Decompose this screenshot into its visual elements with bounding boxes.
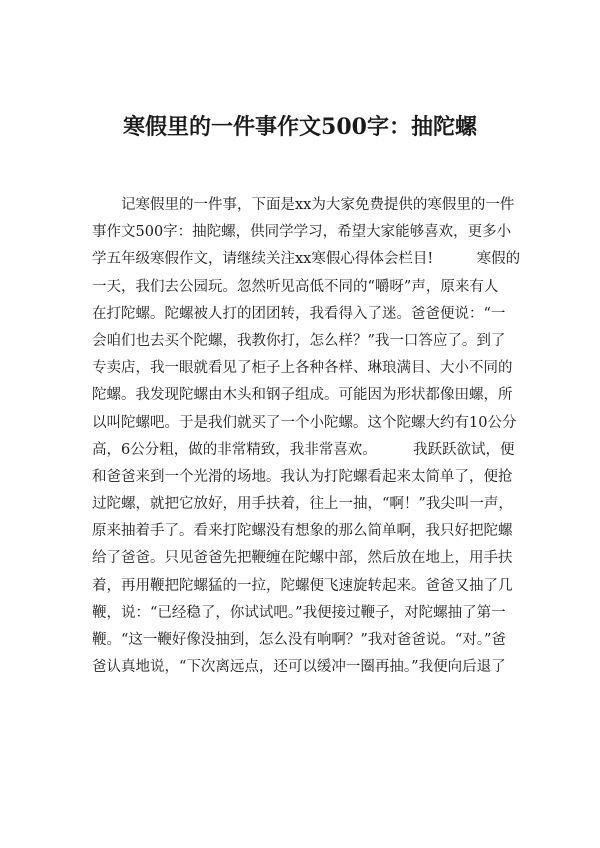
- text-line: 事作文500字：抽陀螺，供同学学习，希望大家能够喜欢，更多小: [92, 224, 512, 241]
- text-line: 高，6公分粗，做的非常精致，我非常喜欢。 我跃跃欲试，便: [92, 441, 515, 458]
- text-line: 鞭。“这一鞭好像没抽到，怎么没有响啊？”我对爸爸说。“对。”爸: [92, 632, 506, 648]
- text-line: 会咱们也去买个陀螺，我教你打，怎么样？”我一口答应了。到了: [92, 332, 506, 349]
- text-line: 以叫陀螺吧。于是我们就买了一个小陀螺。这个陀螺大约有10公分: [92, 414, 517, 431]
- text-line: 和爸爸来到一个光滑的场地。我认为打陀螺看起来太简单了，便抢: [92, 468, 513, 485]
- text-line: 陀螺。我发现陀螺由木头和钢子组成。可能因为形状都像田螺，所: [92, 387, 513, 404]
- text-line: 着，再用鞭把陀螺猛的一拉，陀螺便飞速旋转起来。爸爸又抽了几: [92, 577, 513, 594]
- article-body: [92, 192, 532, 681]
- text-line: 学五年级寒假作文，请继续关注xx寒假心得体会栏目! 寒假的: [92, 251, 521, 268]
- text-line: 一天，我们去公园玩。忽然听见高低不同的“嚼呀”声，原来有人: [92, 278, 499, 295]
- text-line: 原来抽着手了。看来打陀螺没有想象的那么简单啊，我只好把陀螺: [92, 523, 513, 540]
- text-line: 专卖店，我一眼就看见了柜子上各种各样、琳琅满目、大小不同的: [92, 360, 513, 377]
- text-line: 鞭，说：“已经稳了，你试试吧。”我便接过鞭子，对陀螺抽了第一: [92, 604, 506, 621]
- text-line: 过陀螺，就把它放好，用手扶着，往上一抽，“啊！”我尖叫一声，: [92, 496, 513, 513]
- text-line: 爸认真地说，“下次离远点，还可以缓冲一圈再抽。”我便向后退了: [92, 659, 506, 676]
- text-line: 记寒假里的一件事，下面是xx为大家免费提供的寒假里的一件: [92, 197, 515, 213]
- text-line: 给了爸爸。只见爸爸先把鞭缠在陀螺中部，然后放在地上，用手扶: [92, 550, 513, 567]
- text-line: 在打陀螺。陀螺被人打的团团转，我看得入了迷。爸爸便说：“一: [92, 305, 506, 322]
- page-title: 寒假里的一件事作文500字：抽陀螺: [123, 114, 477, 140]
